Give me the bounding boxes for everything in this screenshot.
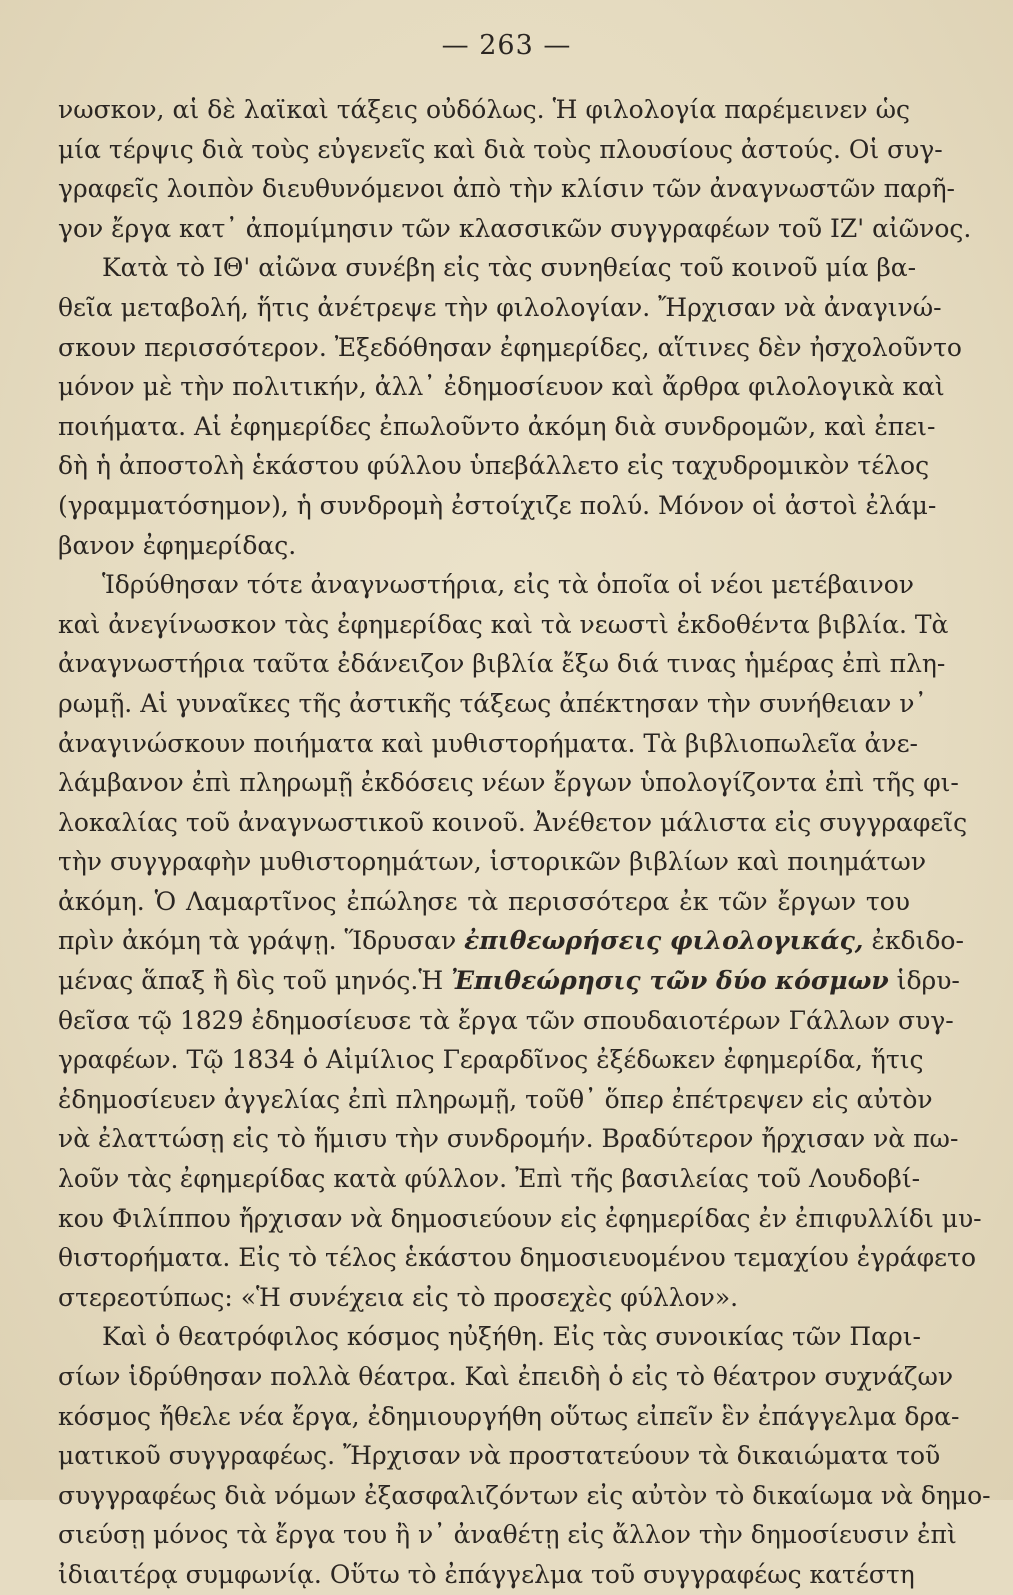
text-line: Ἱδρύθησαν τότε ἀναγνωστήρια, εἰς τὰ ὁποῖα οἱ νέοι μετέβαινον (102, 570, 914, 600)
text-line: ἀκόμη. Ὁ Λαμαρτῖνος ἐπώλησε τὰ περισσότερα ἐκ τῶν ἔργων του (58, 886, 910, 916)
text-segment: ἱδρυ- (896, 966, 960, 996)
emphasis-revue-title: Ἐπιθεώρησις τῶν δύο κόσμων (451, 966, 889, 996)
text-line: ματικοῦ συγγραφέως. Ἤρχισαν νὰ προστατεύουν τὰ δικαιώματα τοῦ (58, 1441, 941, 1471)
text-line: γραφέων. Τῷ 1834 ὁ Αἰμίλιος Γεραρδῖνος ἐξέδωκεν ἐφημερίδα, ἥτις (58, 1045, 924, 1075)
text-line: λάμβανον ἐπὶ πληρωμῇ ἐκδόσεις νέων ἔργων ὑπολογίζοντα ἐπὶ τῆς φι- (58, 768, 959, 798)
text-line (58, 921, 964, 961)
text-line: ἀναγνωστήρια ταῦτα ἐδάνειζον βιβλία ἔξω διά τινας ἡμέρας ἐπὶ πλη- (58, 649, 946, 679)
text-line: δὴ ἡ ἀποστολὴ ἑκάστου φύλλου ὑπεβάλλετο εἰς ταχυδρομικὸν τέλος (58, 451, 930, 481)
text-line: ἰδιαιτέρᾳ συμφωνίᾳ. Οὕτω τὸ ἐπάγγελμα τοῦ συγγραφέως κατέστη (58, 1559, 915, 1589)
text-segment: πρὶν ἀκόμη τὰ γράψῃ. Ἵδρυσαν (58, 926, 457, 956)
text-line: θεῖσα τῷ 1829 ἐδημοσίευσε τὰ ἔργα τῶν σπουδαιοτέρων Γάλλων συγ- (58, 1005, 954, 1035)
text-line: Κατὰ τὸ ΙΘ' αἰῶνα συνέβη εἰς τὰς συνηθείας τοῦ κοινοῦ μία βα- (102, 253, 917, 283)
text-line: λοῦν τὰς ἐφημερίδας κατὰ φύλλον. Ἐπὶ τῆς βασιλείας τοῦ Λουδοβί- (58, 1164, 921, 1194)
text-line: σίων ἱδρύθησαν πολλὰ θέατρα. Καὶ ἐπειδὴ ὁ εἰς τὸ θέατρον συχνάζων (58, 1362, 954, 1391)
text-line: μία τέρψις διὰ τοὺς εὐγενεῖς καὶ διὰ τοὺς πλουσίους ἀστούς. Οἱ συγ- (58, 134, 943, 164)
text-line: βανον ἐφημερίδας. (58, 530, 297, 560)
text-line (58, 961, 960, 1001)
text-line: σκουν περισσότερον. Ἐξεδόθησαν ἐφημερίδες, αἵτινες δὲν ἠσχολοῦντο (58, 332, 962, 362)
text-line: τὴν συγγραφὴν μυθιστορημάτων, ἱστορικῶν βιβλίων καὶ ποιημάτων (58, 847, 927, 877)
text-line: γραφεῖς λοιπὸν διευθυνόμενοι ἀπὸ τὴν κλίσιν τῶν ἀναγνωστῶν παρῆ- (58, 174, 956, 204)
text-line: (γραμματόσημον), ἡ συνδρομὴ ἐστοίχιζε πολύ. Μόνον οἱ ἀστοὶ ἐλάμ- (58, 490, 937, 520)
text-line: νωσκον, αἱ δὲ λαϊκαὶ τάξεις οὐδόλως. Ἡ φιλολογία παρέμεινεν ὡς (58, 95, 910, 124)
text-line: ἀναγινώσκουν ποιήματα καὶ μυθιστορήματα. Τὰ βιβλιοπωλεῖα ἀνε- (58, 728, 918, 758)
text-line: κου Φιλίππου ἤρχισαν νὰ δημοσιεύουν εἰς ἐφημερίδας ἐν ἐπιφυλλίδι μυ- (58, 1203, 982, 1233)
text-line: καὶ ἀνεγίνωσκον τὰς ἐφημερίδας καὶ τὰ νεωστὶ ἐκδοθέντα βιβλία. Τὰ (58, 609, 949, 639)
text-line: θεῖα μεταβολή, ἥτις ἀνέτρεψε τὴν φιλολογίαν. Ἤρχισαν νὰ ἀναγινώ- (58, 292, 942, 322)
text-line: λοκαλίας τοῦ ἀναγνωστικοῦ κοινοῦ. Ἀνέθετον μάλιστα εἰς συγγραφεῖς (58, 807, 968, 837)
text-line: σιεύσῃ μόνος τὰ ἔργα του ἢ ν᾿ ἀναθέτῃ εἰς ἄλλον τὴν δημοσίευσιν ἐπὶ (58, 1520, 957, 1550)
text-line: ρωμῇ. Αἱ γυναῖκες τῆς ἀστικῆς τάξεως ἀπέκτησαν τὴν συνήθειαν ν᾿ (58, 688, 927, 718)
text-line: κόσμος ἤθελε νέα ἔργα, ἐδημιουργήθη οὕτως εἰπεῖν ἓν ἐπάγγελμα δρα- (58, 1401, 960, 1431)
emphasis-reviews: ἐπιθεωρήσεις φιλολογικάς, (464, 926, 864, 956)
text-line: συγγραφέως διὰ νόμων ἐξασφαλιζόντων εἰς αὐτὸν τὸ δικαίωμα νὰ δημο- (58, 1480, 991, 1510)
text-line: μόνον μὲ τὴν πολιτικήν, ἀλλ᾿ ἐδημοσίευον καὶ ἄρθρα φιλολογικὰ καὶ (58, 372, 945, 402)
text-segment: μένας ἅπαξ ἢ δὶς τοῦ μηνός.Ἡ (58, 966, 444, 996)
text-line: ἐδημοσίευεν ἀγγελίας ἐπὶ πληρωμῇ, τοῦθ᾿ ὅπερ ἐπέτρεψεν εἰς αὐτὸν (58, 1084, 933, 1114)
page-number: — 263 — (441, 30, 572, 61)
text-line: γον ἔργα κατ᾿ ἀπομίμησιν τῶν κλασσικῶν συγγραφέων τοῦ ΙΖ' αἰῶνος. (58, 213, 972, 243)
body-text (58, 90, 991, 1595)
text-segment: ἐκδιδο- (871, 926, 964, 956)
text-line: νὰ ἐλαττώσῃ εἰς τὸ ἥμισυ τὴν συνδρομήν. Βραδύτερον ἤρχισαν νὰ πω- (58, 1124, 959, 1154)
text-line: Καὶ ὁ θεατρόφιλος κόσμος ηὐξήθη. Εἰς τὰς συνοικίας τῶν Παρι- (102, 1322, 921, 1352)
text-line: ποιήματα. Αἱ ἐφημερίδες ἐπωλοῦντο ἀκόμη διὰ συνδρομῶν, καὶ ἐπει- (58, 411, 936, 441)
text-line: θιστορήματα. Εἰς τὸ τέλος ἑκάστου δημοσιευομένου τεμαχίου ἐγράφετο (58, 1243, 977, 1273)
text-line: στερεοτύπως: «Ἡ συνέχεια εἰς τὸ προσεχὲς φύλλον». (58, 1282, 739, 1312)
